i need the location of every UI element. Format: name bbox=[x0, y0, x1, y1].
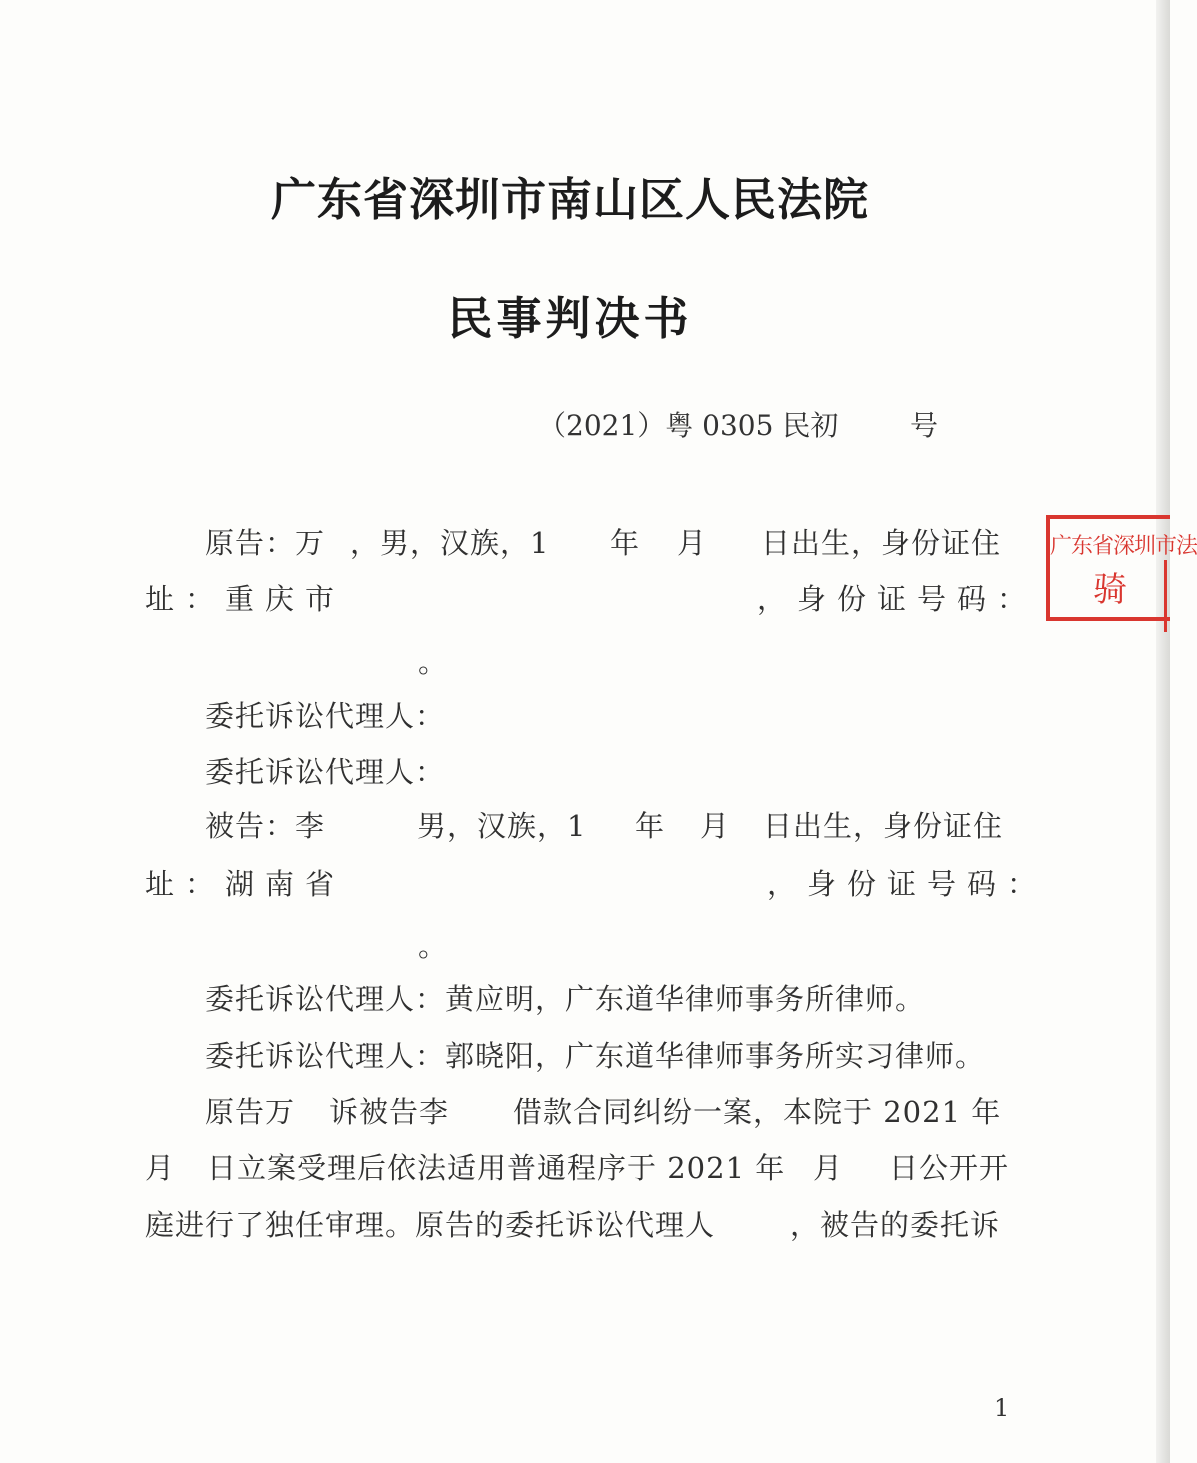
case-number bbox=[538, 404, 939, 444]
defendant-agent-2: 委托诉讼代理人：郭晓阳，广东道华律师事务所实习律师。 bbox=[205, 1039, 986, 1073]
plaintiff-id-label: ，身份证号码： bbox=[757, 582, 1038, 616]
body-line-2 bbox=[145, 1146, 1015, 1186]
body-text: 借款合同纠纷一案，本院于 2021 年 bbox=[513, 1095, 1002, 1129]
plaintiff-sex: ，男，汉族，1 bbox=[350, 526, 550, 560]
defendant-line-2 bbox=[145, 862, 1048, 902]
defendant-id-label: ，身份证号码： bbox=[767, 867, 1048, 901]
plaintiff-line-1 bbox=[205, 521, 1015, 561]
defendant-sex: 男，汉族，1 bbox=[417, 809, 587, 843]
defendant-birth: 日出生，身份证住 bbox=[763, 809, 1004, 843]
plaintiff-year: 年 bbox=[610, 526, 641, 560]
plaintiff-line-2 bbox=[145, 577, 1038, 617]
court-title: 广东省深圳市南山区人民法院 bbox=[270, 173, 869, 226]
plaintiff-line-end: 。 bbox=[418, 645, 449, 679]
body-line-3 bbox=[145, 1203, 1015, 1243]
defendant-label: 被告：李 bbox=[205, 809, 326, 843]
body-text: 月 bbox=[813, 1151, 844, 1185]
body-text: 原告万 bbox=[205, 1095, 296, 1129]
page-edge bbox=[1156, 0, 1170, 1463]
body-text: 月 bbox=[145, 1151, 176, 1185]
defendant-month: 月 bbox=[700, 809, 731, 843]
defendant-year: 年 bbox=[635, 809, 666, 843]
defendant-address: 址：湖南省 bbox=[145, 867, 346, 901]
court-seal-stamp bbox=[1046, 515, 1197, 621]
defendant-line-1 bbox=[205, 804, 1015, 844]
defendant-line-end: 。 bbox=[418, 929, 449, 963]
plaintiff-agent-1: 委托诉讼代理人： bbox=[205, 699, 446, 733]
body-line-1 bbox=[205, 1090, 1005, 1130]
body-text: 日公开开 bbox=[889, 1151, 1010, 1185]
plaintiff-agent-2: 委托诉讼代理人： bbox=[205, 755, 446, 789]
body-text: 诉被告李 bbox=[329, 1095, 450, 1129]
defendant-agent-1: 委托诉讼代理人：黄应明，广东道华律师事务所律师。 bbox=[205, 982, 926, 1016]
plaintiff-address: 址：重庆市 bbox=[145, 582, 346, 616]
body-text: 庭进行了独任审理。原告的委托诉讼代理人 bbox=[145, 1208, 716, 1242]
body-text: 日立案受理后依法适用普通程序于 2021 年 bbox=[207, 1151, 786, 1185]
stamp-text: 广东省深圳市法 bbox=[1050, 534, 1197, 559]
page-number: 1 bbox=[994, 1394, 1010, 1422]
body-text: ，被告的委托诉 bbox=[790, 1208, 1001, 1242]
plaintiff-label: 原告：万 bbox=[205, 526, 326, 560]
stamp-text: 骑 bbox=[1093, 570, 1127, 610]
stamp-edge bbox=[1154, 560, 1167, 632]
document-title: 民事判决书 bbox=[447, 292, 693, 345]
plaintiff-birth: 日出生，身份证住 bbox=[761, 526, 1002, 560]
plaintiff-month: 月 bbox=[677, 526, 708, 560]
case-number-text: （2021）粤 0305 民初 bbox=[538, 409, 839, 442]
case-number-suffix: 号 bbox=[910, 409, 939, 442]
